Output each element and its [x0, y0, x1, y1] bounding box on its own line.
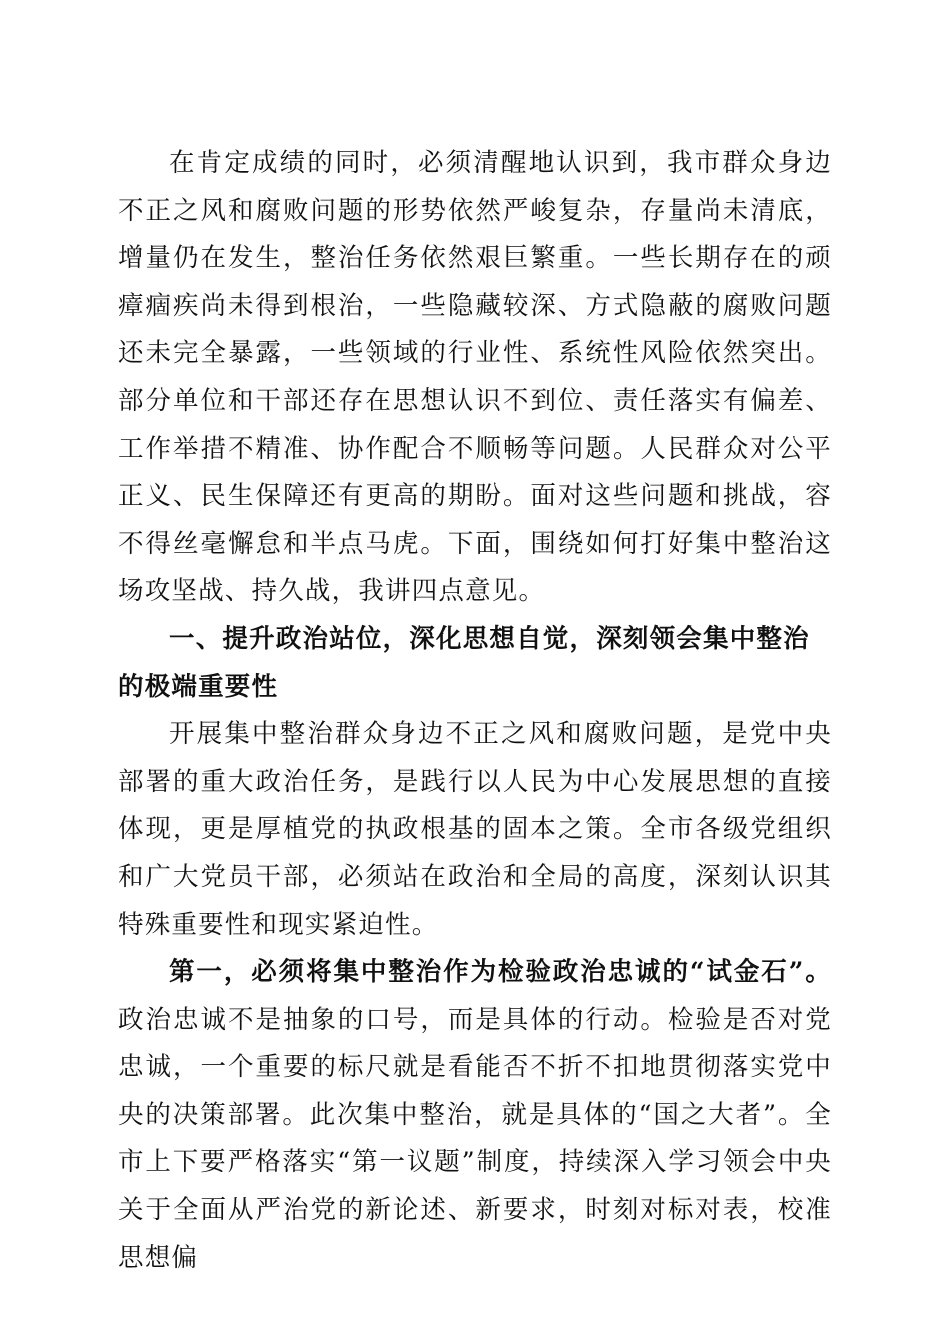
document-body: [118, 140, 832, 1282]
section-heading-1: 一、提升政治站位，深化思想自觉，深刻领会集中整治的极端重要性: [118, 623, 810, 702]
paragraph-significance: 开展集中整治群众身边不正之风和腐败问题，是党中央部署的重大政治任务，是践行以人民为中心发展思想的直接体现，更是厚植党的执政根基的固本之策。全市各级党组织和广大党员干部，必须站在政治和全局的高度，深刻认识其特殊重要性和现实紧迫性。: [118, 719, 832, 940]
paragraph-point-1: [118, 949, 832, 1282]
point-1-body: 政治忠诚不是抽象的口号，而是具体的行动。检验是否对党忠诚，一个重要的标尺就是看能否不折不扣地贯彻落实党中央的决策部署。此次集中整治，就是具体的“国之大者”。全市上下要严格落实“第一议题”制度，持续深入学习领会中央关于全面从严治党的新论述、新要求，时刻对标对表，校准思想偏: [118, 1004, 832, 1273]
point-1-lead: 第一，必须将集中整治作为检验政治忠诚的“试金石”。: [169, 957, 832, 988]
paragraph-challenges: 在肯定成绩的同时，必须清醒地认识到，我市群众身边不正之风和腐败问题的形势依然严峻复杂，存量尚未清底，增量仍在发生，整治任务依然艰巨繁重。一些长期存在的顽瘴痼疾尚未得到根治，一些隐藏较深、方式隐蔽的腐败问题还未完全暴露，一些领域的行业性、系统性风险依然突出。部分单位和干部还存在思想认识不到位、责任落实有偏差、工作举措不精准、协作配合不顺畅等问题。人民群众对公平正义、民生保障还有更高的期盼。面对这些问题和挑战，容不得丝毫懈怠和半点马虎。下面，围绕如何打好集中整治这场攻坚战、持久战，我讲四点意见。: [118, 148, 832, 607]
